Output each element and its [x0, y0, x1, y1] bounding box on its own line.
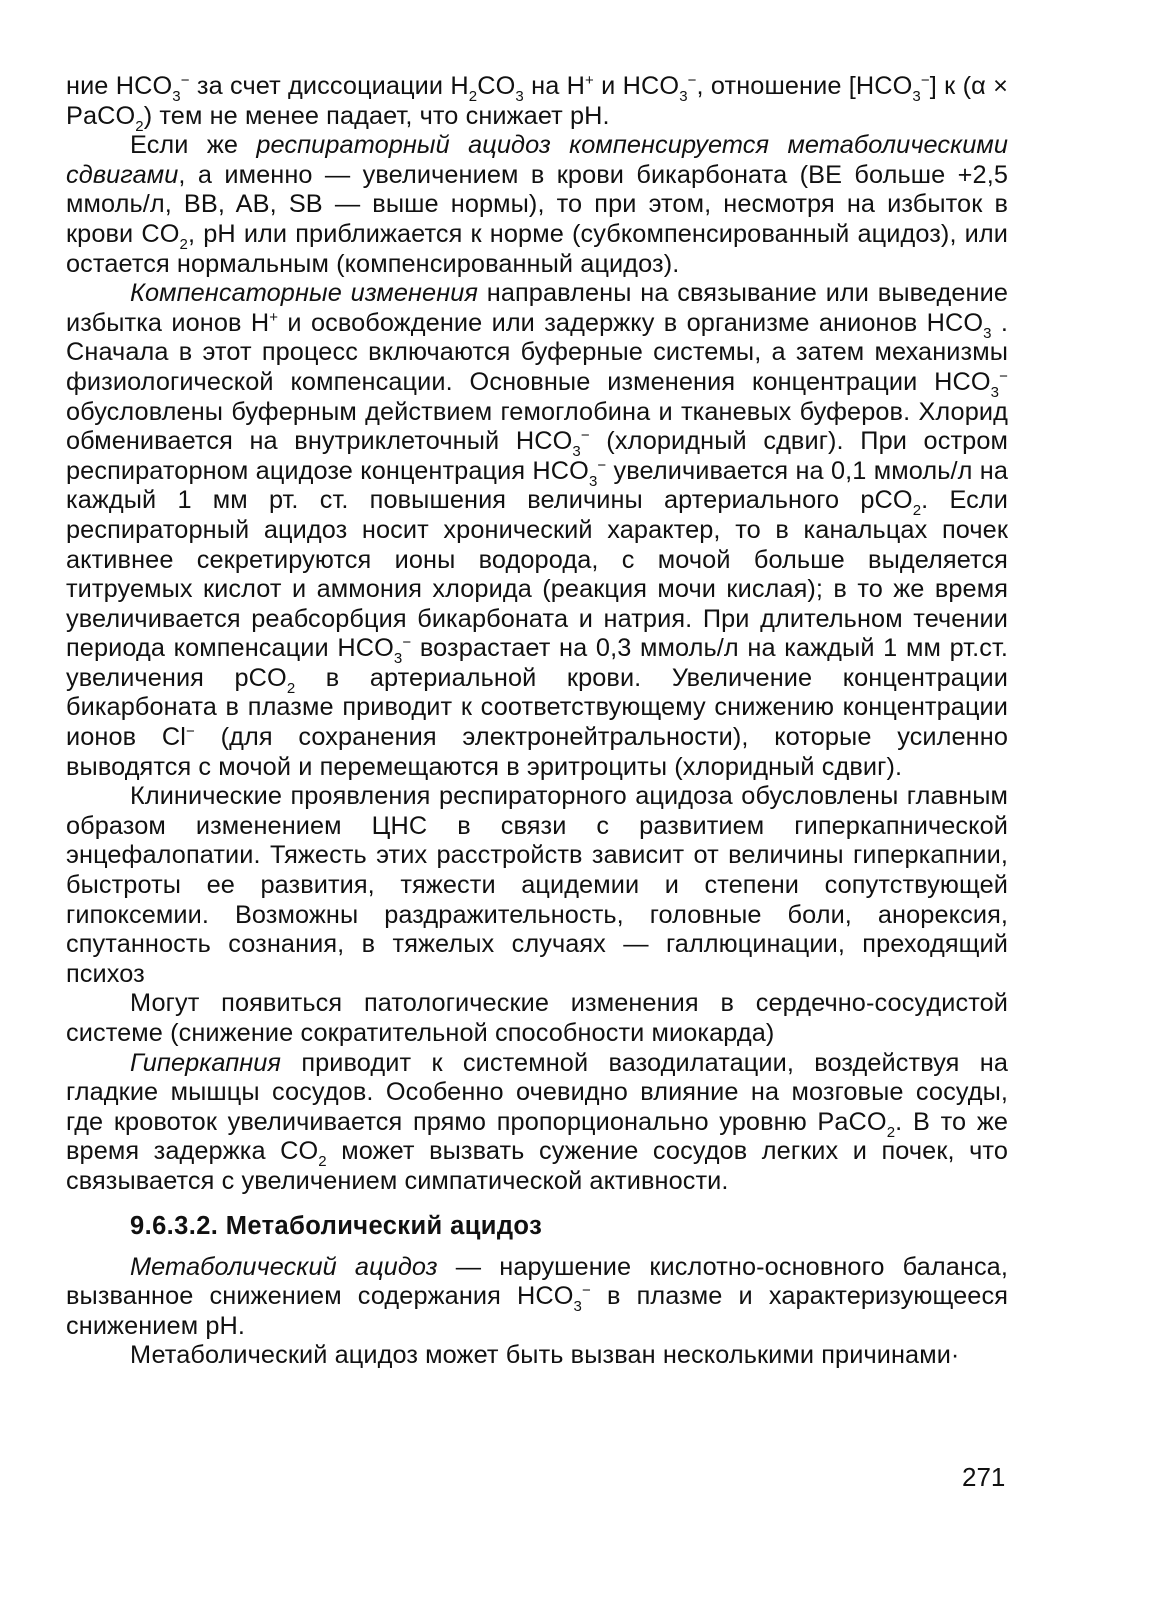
italic-term: Компенсаторные изменения — [130, 279, 478, 308]
paragraph-compensatory-changes: Компенсаторные изменения направлены на связывание или выведение избытка ионов H+ и освобождение или задержку в организме анионов $HCO_3$ . Сначала в этот процесс включаются буферные системы, а затем механизмы физиологической компенсации. Основные изменения концентрации $HCO_3^-$ обусловлены буферным действием гемоглобина и тканевых буферов. Хлорид обменивается на внутриклеточный $HCO_3^-$ (хлоридный сдвиг). При остром респираторном ацидозе концентрация $HCO_3^-$ увеличивается на 0,1 ммоль/л на каждый 1 мм рт. ст. повышения величины артериального pCO$_2$. Если респираторный ацидоз носит хронический характер, то в канальцах почек активнее секретируются ионы водорода, с мочой больше выделяется титруемых кислот и аммония хлорида (реакция мочи кислая); в то же время увеличивается реабсорбция бикарбоната и натрия. При длительном течении периода компенсации $HCO_3^-$ возрастает на 0,3 ммоль/л на каждый 1 мм рт.ст. увеличения pCO$_2$ в артериальной крови. Увеличение концентрации бикарбоната в плазме приводит к соответствующему снижению концентрации ионов Cl− (для сохранения электронейтральности), которые усиленно выводятся с мочой и перемещаются в эритроциты (хлоридный сдвиг). — [66, 279, 1008, 781]
italic-term: респираторный ацидоз компенсируется метаболическими сдвигами — [66, 131, 1008, 189]
document-page — [66, 72, 1008, 1572]
paragraph-causes-intro: Метаболический ацидоз может быть вызван несколькими причинами· — [130, 1341, 960, 1370]
section-heading: 9.6.3.2. Метаболический ацидоз — [130, 1211, 543, 1240]
paragraph-clinical-manifestations: Клинические проявления респираторного ацидоза обусловлены главным образом изменением ЦНС в связи с развитием гиперкапнической энцефалопатии. Тяжесть этих расстройств зависит от величины гиперкапнии, быстроты ее развития, тяжести ацидемии и степени сопутствующей гипоксемии. Возможны раздражительность, головные боли, анорексия, спутанность сознания, в тяжелых случаях — галлюцинации, преходящий психоз — [66, 782, 1008, 988]
paragraph-continuation: ние $HCO_3^-$ за счет диссоциации $H_2CO_3$ на H+ и $HCO_3^-$, отношение $[HCO_3^-]$ к (α × PaCO$_2$) тем не менее падает, что снижает pH. — [66, 72, 1008, 135]
italic-term: Метаболический ацидоз — [130, 1252, 438, 1281]
paragraph-hypercapnia: Гиперкапния приводит к системной вазодилатации, воздействуя на гладкие мышцы сосудов. Особенно очевидно влияние на мозговые сосуды, где кровоток увеличивается прямо пропорционально уровню PaCO$_2$. В то же время задержка $CO_2$ может вызвать сужение сосудов легких и почек, что связывается с увеличением симпатической активности. — [66, 1048, 1009, 1195]
page-number: 271 — [962, 1462, 1006, 1492]
italic-term: Гиперкапния — [130, 1048, 282, 1077]
paragraph-cardiovascular-changes: Могут появиться патологические изменения в сердечно-сосудистой системе (снижение сократительной способности миокарда) — [66, 989, 1008, 1047]
paragraph-metabolic-acidosis-definition: Метаболический ацидоз — нарушение кислотно-основного баланса, вызванное снижением содержания $HCO_3^-$ в плазме и характеризующееся снижением pH. — [66, 1252, 1009, 1340]
paragraph-compensated-respiratory-acidosis: Если же респираторный ацидоз компенсируется метаболическими сдвигами, а именно — увеличением в крови бикарбоната (BE больше +2,5 ммоль/л, BB, AB, SB — выше нормы), то при этом, несмотря на избыток в крови $CO_2$, pH или приближается к норме (субкомпенсированный ацидоз), или остается нормальным (компенсированный ацидоз). — [66, 131, 1008, 278]
